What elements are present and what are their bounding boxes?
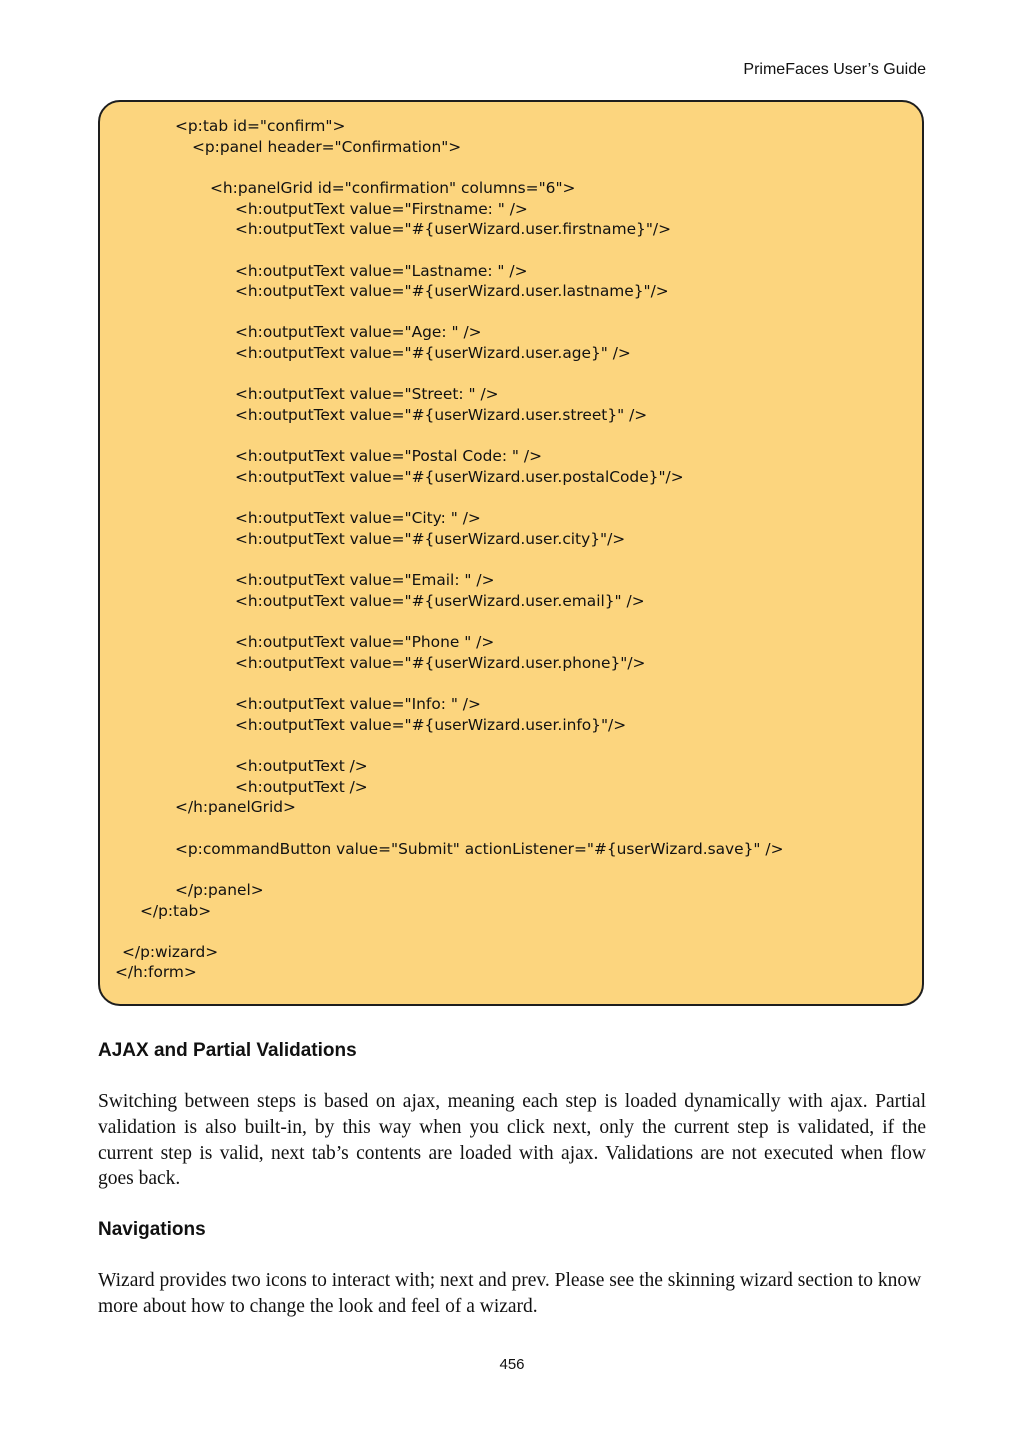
code-line: <p:commandButton value="Submit" actionListener="#{userWizard.save}" />	[175, 840, 784, 858]
code-line: <h:outputText value="#{userWizard.user.phone}"/>	[235, 654, 646, 672]
code-line: <h:outputText value="Age: " />	[235, 323, 482, 341]
code-line: <h:outputText />	[235, 757, 368, 775]
code-line: <h:outputText value="Firstname: " />	[235, 200, 528, 218]
code-line: </p:wizard>	[122, 943, 219, 961]
paragraph-navigations: Wizard provides two icons to interact with; next and prev. Please see the skinning wizard section to know more about how to change the look and feel of a wizard.	[98, 1270, 922, 1317]
code-line: <h:outputText value="#{userWizard.user.age}" />	[235, 344, 631, 362]
code-line: <h:outputText value="Postal Code: " />	[235, 447, 542, 465]
code-listing	[98, 100, 924, 1006]
code-line: <h:outputText value="#{userWizard.user.lastname}"/>	[235, 282, 669, 300]
code-line: <h:outputText value="#{userWizard.user.street}" />	[235, 406, 648, 424]
paragraph-ajax: Switching between steps is based on ajax, meaning each step is loaded dynamically with ajax. Partial validation is also built-in, by this way when you click next, only the current step is validated, if the current step is valid, next tab’s contents are loaded with ajax. Validations are not executed when flow goes back.	[98, 1091, 926, 1190]
code-line: <h:outputText />	[235, 778, 368, 796]
code-line: <h:outputText value="#{userWizard.user.firstname}"/>	[235, 220, 671, 238]
code-line: <p:tab id="confirm">	[175, 117, 346, 135]
code-line: <p:panel header="Confirmation">	[192, 138, 462, 156]
code-line: <h:panelGrid id="confirmation" columns="6">	[210, 179, 576, 197]
code-line: <h:outputText value="#{userWizard.user.info}"/>	[235, 716, 627, 734]
code-line: <h:outputText value="Street: " />	[235, 385, 499, 403]
code-line: <h:outputText value="#{userWizard.user.postalCode}"/>	[235, 468, 684, 486]
code-line: <h:outputText value="Phone " />	[235, 633, 495, 651]
code-line: <h:outputText value="#{userWizard.user.city}"/>	[235, 530, 626, 548]
section-heading-navigations: Navigations	[98, 1219, 206, 1240]
code-line: <h:outputText value="City: " />	[235, 509, 481, 527]
code-line: <h:outputText value="Info: " />	[235, 695, 481, 713]
code-line: </p:panel>	[175, 881, 264, 899]
code-line: <h:outputText value="Email: " />	[235, 571, 495, 589]
code-line: </h:form>	[115, 963, 197, 981]
code-line: <h:outputText value="Lastname: " />	[235, 262, 528, 280]
code-line: </h:panelGrid>	[175, 798, 296, 816]
code-line: <h:outputText value="#{userWizard.user.email}" />	[235, 592, 645, 610]
code-line: </p:tab>	[140, 902, 212, 920]
running-header: PrimeFaces User’s Guide	[743, 61, 926, 78]
section-heading-ajax: AJAX and Partial Validations	[98, 1040, 357, 1061]
page-number: 456	[499, 1356, 525, 1373]
